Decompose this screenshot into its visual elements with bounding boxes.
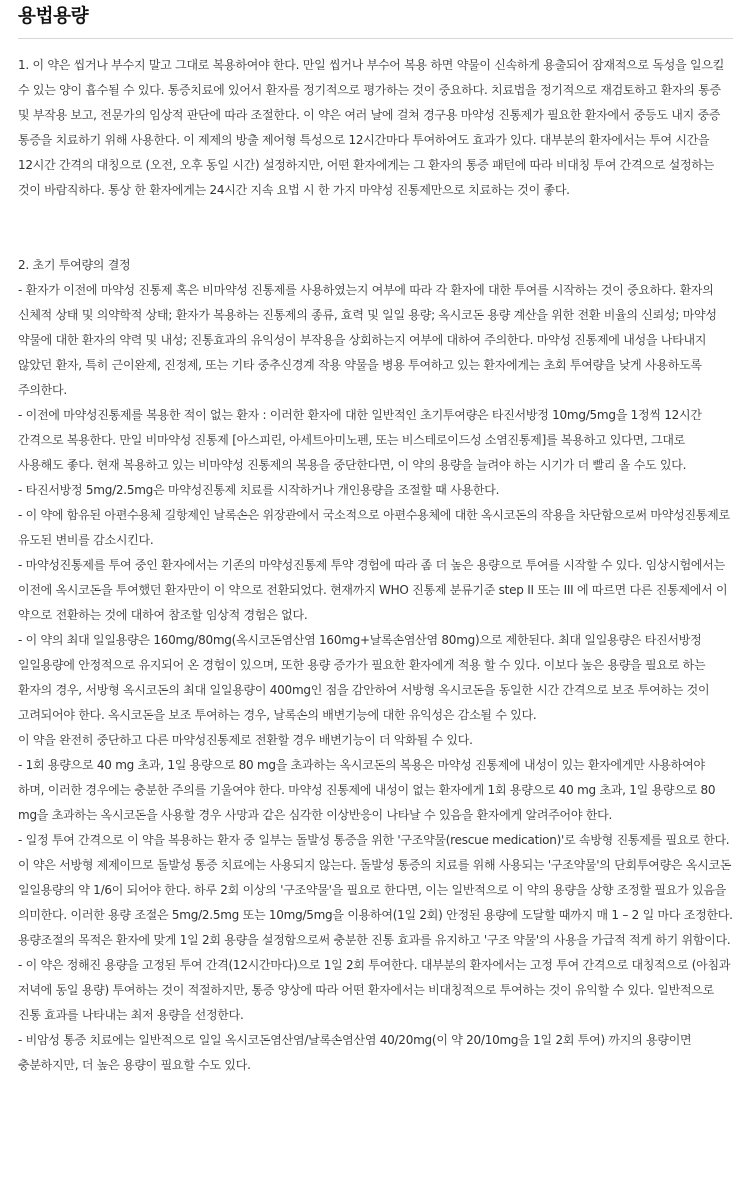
list-item: - 타진서방정 5mg/2.5mg은 마약성진통제 치료를 시작하거나 개인용량을 조절할 때 사용한다. xyxy=(18,483,500,497)
list-item: - 1회 용량으로 40 mg 초과, 1일 용량으로 80 mg을 초과하는 옥시코돈의 복용은 마약성 진통제에 내성이 있는 환자에게만 사용하여야 하며, 이러한 경우에는 충분한 주의를 기울여야 한다. 마약성 진통제에 내성이 없는 환자에게 1회 용량으로 40 mg 초과, 1일 용량으로 80 mg을 초과하는 옥시코돈을 사용할 경우 사망과 같은 심각한 이상반응이 나타날 수 있음을 환자에게 알려주어야 한다. xyxy=(18,758,716,822)
section-spacer xyxy=(18,203,733,253)
title-divider xyxy=(18,38,733,39)
list-item: 이 약을 완전히 중단하고 다른 마약성진통제로 전환할 경우 배변기능이 더 악화될 수 있다. xyxy=(18,733,473,747)
list-item: - 이 약은 정해진 용량을 고정된 투여 간격(12시간마다)으로 1일 2회 투여한다. 대부분의 환자에서는 고정 투여 간격으로 대칭적으로 (아침과 저녁에 동일 용량) 투여하는 것이 적절하지만, 통증 양상에 따라 어떤 환자에서는 비대칭적으로 투여하는 것이 유익할 수 있다. 일반적으로 진통 효과를 나타내는 최저 용량을 선정한다. xyxy=(18,958,731,1022)
section-1-paragraph: 1. 이 약은 씹거나 부수지 말고 그대로 복용하여야 한다. 만일 씹거나 부수어 복용 하면 약물이 신속하게 용출되어 잠재적으로 독성을 일으킬 수 있는 양이 흡수될 수 있다. 통증치료에 있어서 환자를 정기적으로 평가하는 것이 중요하다. 치료법을 정기적으로 재검토하고 환자의 통증 및 부작용 보고, 전문가의 임상적 판단에 따라 조절한다. 이 약은 여러 날에 걸쳐 경구용 마약성 진통제가 필요한 환자에서 중등도 내지 중증 통증을 치료하기 위해 사용한다. 이 제제의 방출 제어형 특성으로 12시간마다 투여하여도 효과가 있다. 대부분의 환자에서는 투여 시간을 12시간 간격의 대칭으로 (오전, 오후 동일 시간) 설정하지만, 어떤 환자에게는 그 환자의 통증 패턴에 따라 비대칭 투여 간격으로 설정하는 것이 바람직하다. 통상 한 환자에게는 24시간 지속 요법 시 한 가지 마약성 진통제만으로 치료하는 것이 좋다. xyxy=(18,58,725,197)
list-item: - 비암성 통증 치료에는 일반적으로 일일 옥시코돈염산염/날록손염산염 40/20mg(이 약 20/10mg을 1일 2회 투여) 까지의 용량이면 충분하지만, 더 높은 용량이 필요할 수도 있다. xyxy=(18,1033,692,1072)
list-item: - 일정 투여 간격으로 이 약을 복용하는 환자 중 일부는 돌발성 통증을 위한 '구조약물(rescue medication)'로 속방형 진통제를 필요로 한다. 이 약은 서방형 제제이므로 돌발성 통증 치료에는 사용되지 않는다. 돌발성 통증의 치료를 위해 사용되는 '구조약물'의 단회투여량은 옥시코돈 일일용량의 약 1/6이 되어야 한다. 하루 2회 이상의 '구조약물'을 필요로 한다면, 이는 일반적으로 이 약의 용량을 상향 조정할 필요가 있음을 의미한다. 이러한 용량 조절은 5mg/2.5mg 또는 10mg/5mg을 이용하여(1일 2회) 안정된 용량에 도달할 때까지 매 1 – 2 일 마다 조정한다. 용량조절의 목적은 환자에 맞게 1일 2회 용량을 설정함으로써 충분한 진통 효과를 유지하고 '구조 약물'의 사용을 가급적 적게 하기 위함이다. xyxy=(18,833,733,947)
section-2 xyxy=(18,253,733,1078)
list-item: - 마약성진통제를 투여 중인 환자에서는 기존의 마약성진통제 투약 경험에 따라 좀 더 높은 용량으로 투여를 시작할 수 있다. 임상시험에서는 이전에 옥시코돈을 투여했던 환자만이 이 약으로 전환되었다. 현재까지 WHO 진통제 분류기준 step II 또는 III 에 따르면 다른 진통제에서 이 약으로 전환하는 것에 대하여 참조할 임상적 경험은 없다. xyxy=(18,558,728,622)
list-item: - 환자가 이전에 마약성 진통제 혹은 비마약성 진통제를 사용하였는지 여부에 따라 각 환자에 대한 투여를 시작하는 것이 중요하다. 환자의 신체적 상태 및 의약학적 상태; 환자가 복용하는 진통제의 종류, 효력 및 일일 용량; 옥시코돈 용량 계산을 위한 전환 비율의 신뢰성; 마약성 약물에 대한 환자의 약력 및 내성; 진통효과의 유익성이 부작용을 상회하는지 여부에 대하여 주의한다. 마약성 진통제에 내성을 나타내지 않았던 환자, 특히 근이완제, 진정제, 또는 기타 중추신경계 작용 약물을 병용 투여하고 있는 환자에게는 초회 투여량을 낮게 사용하도록 주의한다. xyxy=(18,283,717,397)
page-title: 용법용량 xyxy=(18,6,89,27)
list-item: - 이 약의 최대 일일용량은 160mg/80mg(옥시코돈염산염 160mg+날록손염산염 80mg)으로 제한된다. 최대 일일용량은 타진서방정 일일용량에 안정적으로 유지되어 온 경험이 있으며, 또한 용량 증가가 필요한 환자에게 적용 할 수 있다. 이보다 높은 용량을 필요로 하는 환자의 경우, 서방형 옥시코돈의 최대 일일용량이 400mg인 점을 감안하여 서방형 옥시코돈을 동일한 시간 간격으로 보조 투여하는 것이 고려되어야 한다. 옥시코돈을 보조 투여하는 경우, 날록손의 배변기능에 대한 유익성은 감소될 수 있다. xyxy=(18,633,710,722)
list-item: - 이전에 마약성진통제를 복용한 적이 없는 환자 : 이러한 환자에 대한 일반적인 초기투여량은 타진서방정 10mg/5mg을 1정씩 12시간 간격으로 복용한다. 만일 비마약성 진통제 [아스피린, 아세트아미노펜, 또는 비스테로이드성 소염진통제]를 복용하고 있다면, 그대로 사용해도 좋다. 현재 복용하고 있는 비마약성 진통제의 복용을 중단한다면, 이 약의 용량을 늘려야 하는 시기가 더 빨리 올 수도 있다. xyxy=(18,408,702,472)
section-2-heading: 2. 초기 투여량의 결정 xyxy=(18,258,131,272)
list-item: - 이 약에 함유된 아편수용체 길항제인 날록손은 위장관에서 국소적으로 아편수용체에 대한 옥시코돈의 작용을 차단함으로써 마약성진통제로 유도된 변비를 감소시킨다. xyxy=(18,508,730,547)
